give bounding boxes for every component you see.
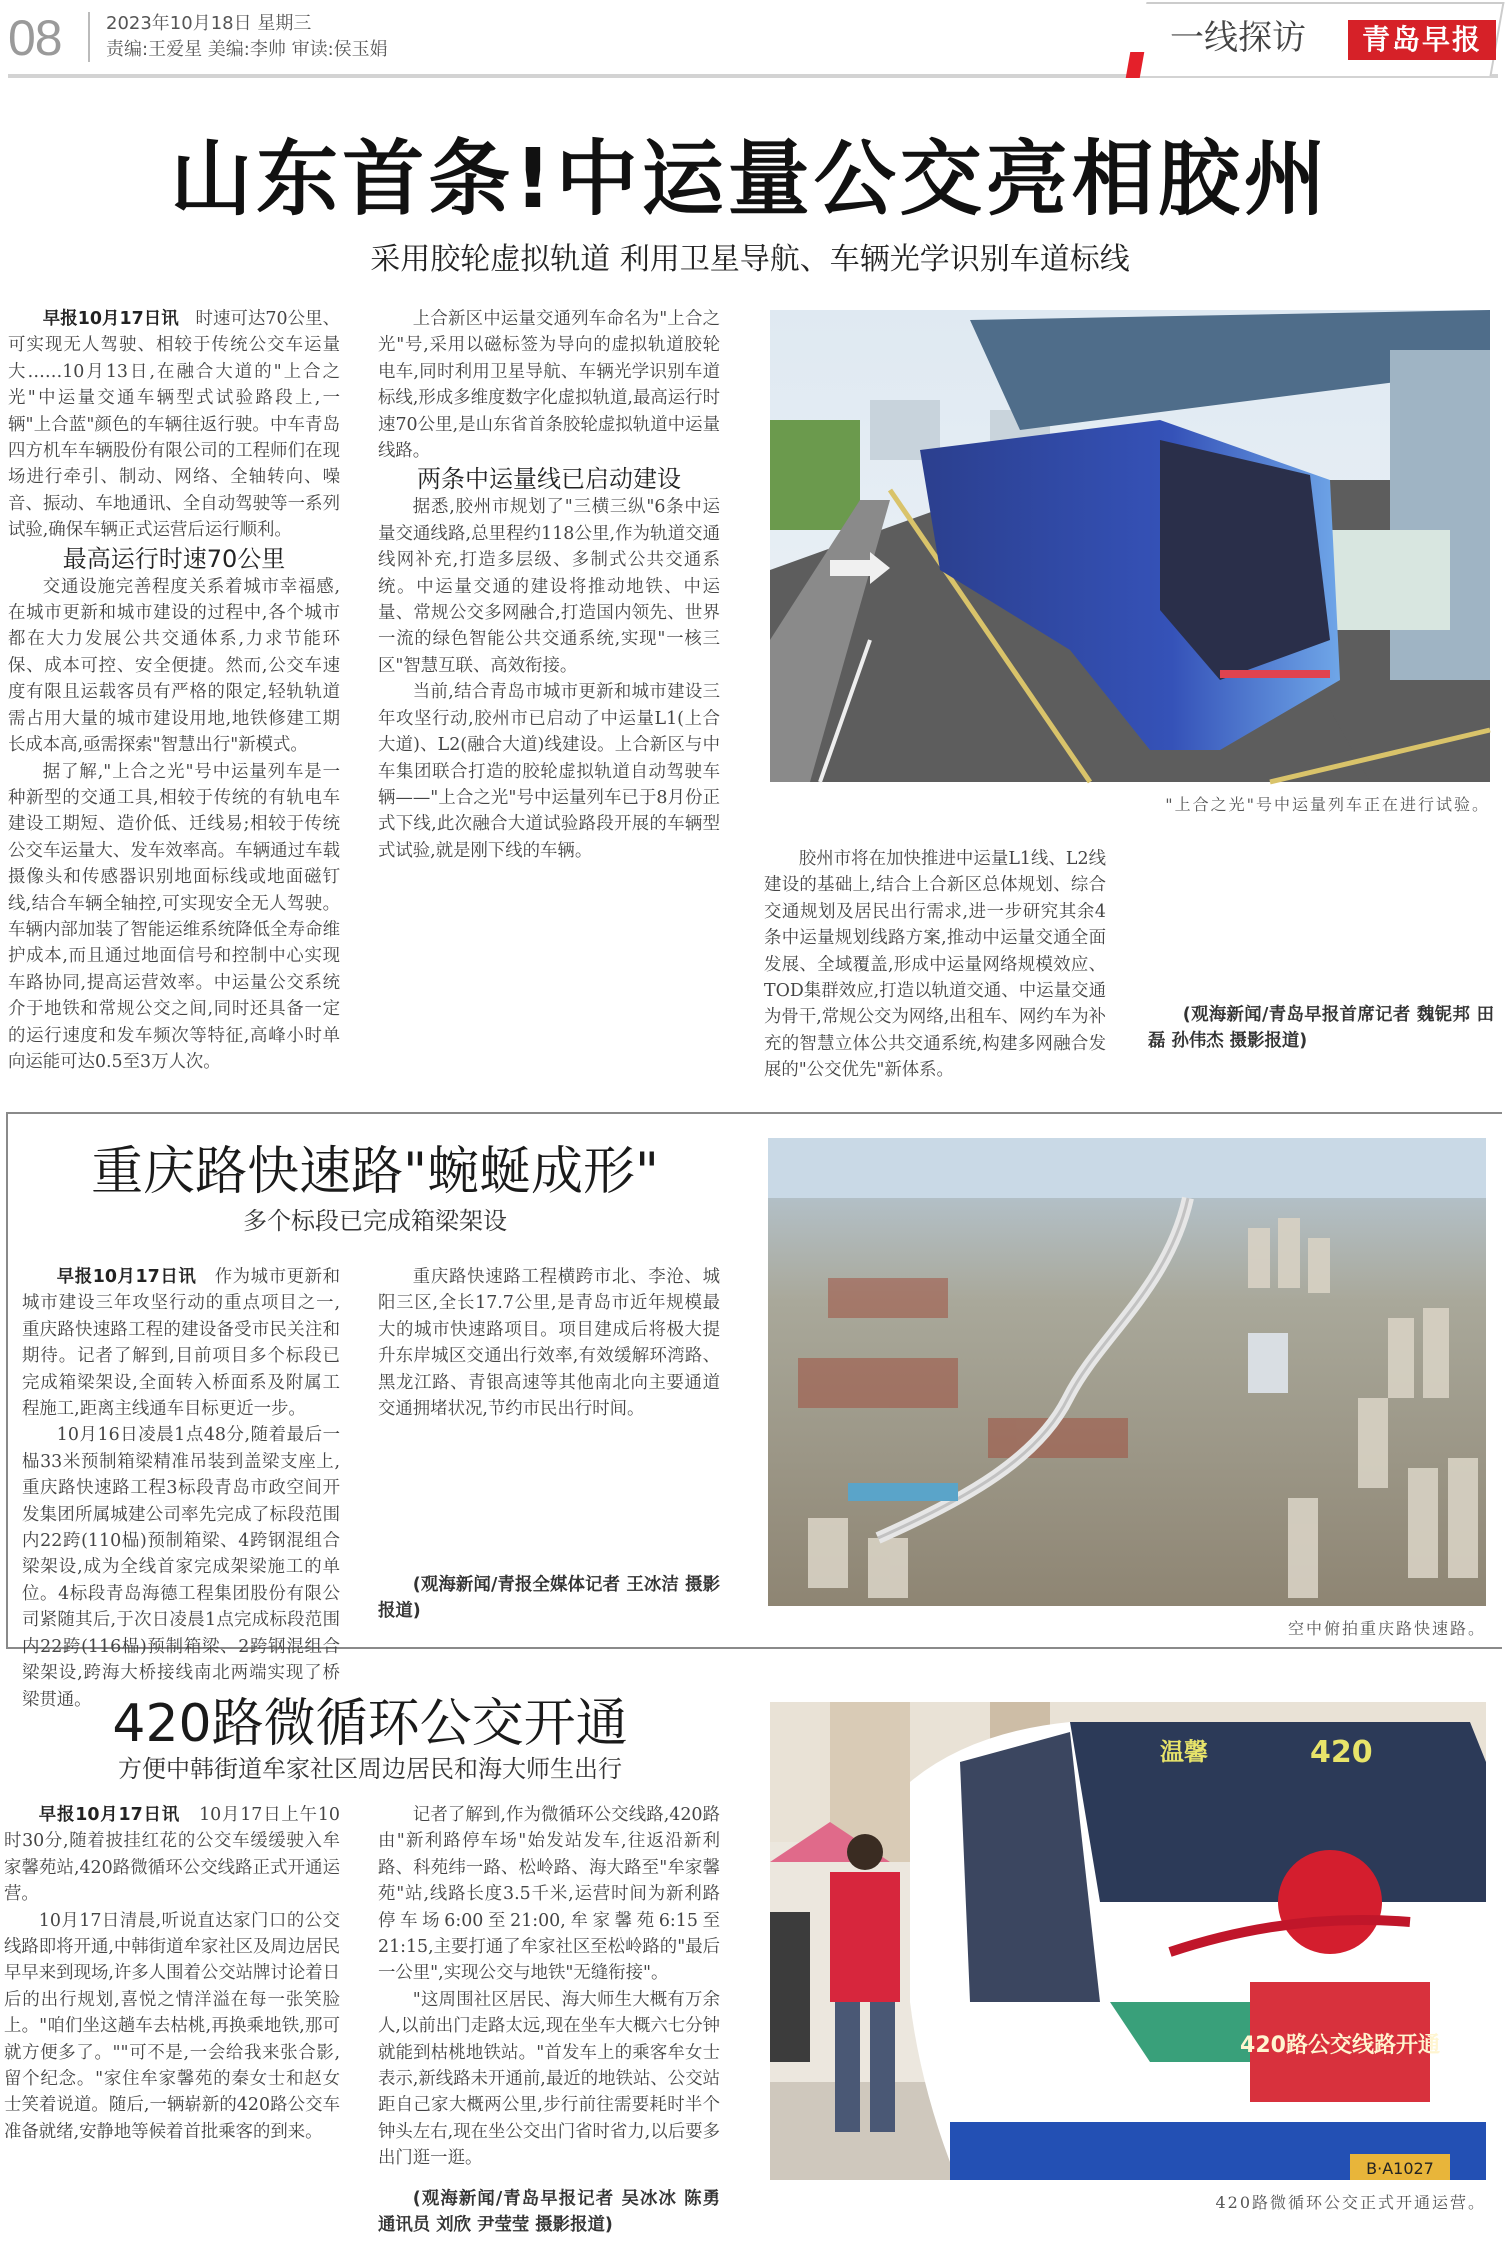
- article1-p4: 上合新区中运量交通列车命名为"上合之光"号,采用以磁标签为导向的虚拟轨道胶轮电车,同时利用卫星导航、车辆光学识别车道标线,形成多维度数字化虚拟轨道,最高运行时速70公里,是山东省首条胶轮虚拟轨道中运量线路。: [378, 309, 720, 462]
- editor-credits: 责编:王爱星 美编:李帅 审读:侯玉娟: [106, 39, 388, 60]
- bus-photo-caption: 420路微循环公交正式开通运营。: [1215, 2193, 1486, 2212]
- article2-column-2: [378, 1264, 720, 1632]
- article1-dateline: 早报10月17日讯: [42, 309, 179, 329]
- article3-subheadline: 方便中韩街道牟家社区周边居民和海大师生出行: [118, 1755, 622, 1783]
- article1-headline: 山东首条!中运量公交亮相胶州: [170, 132, 1330, 227]
- article3-byline: (观海新闻/青岛早报记者 吴冰冰 陈勇 通讯员 刘欣 尹莹莹 摄影报道): [378, 2189, 720, 2236]
- banner-text: 420路公交线路开通: [1240, 2033, 1440, 2058]
- bus-route-number: 420: [1310, 1735, 1373, 1770]
- article3-p1: 10月17日上午10时30分,随着披挂红花的公交车缓缓驶入牟家馨苑站,420路微循环公交线路正式开通运营。: [4, 1805, 340, 1905]
- article3-column-2: [378, 1802, 720, 2242]
- bus-sign-left: 温馨: [1160, 1738, 1208, 1766]
- article2-dateline: 早报10月17日讯: [56, 1267, 197, 1287]
- article2-p3: 重庆路快速路工程横跨市北、李沧、城阳三区,全长17.7公里,是青岛市近年规模最大的城市快速路项目。项目建成后将极大提升东岸城区交通出行效率,有效缓解环湾路、黑龙江路、青银高速等其他南北向主要通道交通拥堵状况,节约市民出行时间。: [378, 1267, 720, 1420]
- article2-p2: 10月16日凌晨1点48分,随着最后一榀33米预制箱梁精准吊装到盖梁支座上,重庆路快速路工程3标段青岛市政空间开发集团所属城建公司率先完成了标段范围内22跨(110榀)预制箱梁、4跨钢混组合梁架设,成为全线首家完成架梁施工的单位。4标段青岛海德工程集团股份有限公司紧随其后,于次日凌晨1点完成标段范围内22跨(116榀)预制箱梁、2跨钢混组合梁架设,跨海大桥接线南北两端实现了桥梁贯通。: [22, 1425, 340, 1710]
- tram-illustration: [770, 310, 1490, 782]
- tram-photo-caption: "上合之光"号中运量列车正在进行试验。: [1165, 795, 1490, 814]
- expressway-photo-caption: 空中俯拍重庆路快速路。: [1287, 1619, 1486, 1638]
- article1-p5: 据悉,胶州市规划了"三横三纵"6条中运量交通线路,总里程约118公里,作为轨道交通线网补充,打造多层级、多制式公共交通系统。中运量交通的建设将推动地铁、中运量、常规公交多网融合,打造国内领先、世界一流的绿色智能公共交通系统,实现"一核三区"智慧互联、高效衔接。: [378, 497, 720, 676]
- page-number: 08: [8, 10, 62, 66]
- license-plate: B·A1027: [1366, 2159, 1434, 2178]
- article3-dateline: 早报10月17日讯: [38, 1805, 180, 1825]
- article2-column-1: [22, 1264, 340, 1710]
- article3-p4: "这周围社区居民、海大师生大概有万余人,以前出门走路太远,现在坐车大概六七分钟就能到枯桃地铁站。"首发车上的乘客牟女士表示,新线路未开通前,最近的地铁站、公交站距自己家大概两公里,步行前往需要耗时半个钟头左右,现在坐公交出门省时省力,以后要多出门逛一逛。: [378, 1989, 720, 2169]
- bus-launch-photo: [770, 1702, 1486, 2180]
- tram-photo: [770, 310, 1490, 782]
- article2-headline: 重庆路快速路"蜿蜒成形": [91, 1142, 659, 1202]
- article1-paragraph: [8, 306, 340, 544]
- article1-byline: (观海新闻/青岛早报首席记者 魏铌邦 田磊 孙伟杰 摄影报道): [1148, 1005, 1494, 1052]
- article1-subheadline: 采用胶轮虚拟轨道 利用卫星导航、车辆光学识别车道标线: [370, 242, 1130, 277]
- section-label: 一线探访: [1170, 18, 1306, 58]
- city-aerial-illustration: [768, 1138, 1486, 1606]
- article1-p7: 胶州市将在加快推进中运量L1线、L2线建设的基础上,结合上合新区总体规划、综合交通规划及居民出行需求,进一步研究其余4条中运量规划线路方案,推动中运量交通全面发展、全域覆盖,形成中运量网络规模效应、TOD集群效应,打造以轨道交通、中运量交通为骨干,常规公交为网络,出租车、网约车为补充的智慧立体公共交通系统,构建多网融合发展的"公交优先"新体系。: [764, 849, 1106, 1081]
- expressway-aerial-photo: [768, 1138, 1486, 1606]
- article1-p2: 交通设施完善程度关系着城市幸福感,在城市更新和城市建设的过程中,各个城市都在大力发展公共交通体系,力求节能环保、成本可控、安全便捷。然而,公交车速度有限且运载客员有严格的限定,轻轨轨道需占用大量的城市建设用地,地铁修建工期长成本高,亟需探索"智慧出行"新模式。: [8, 576, 340, 756]
- header-divider: [88, 12, 90, 62]
- article1-subhead-2: 两条中运量线已启动建设: [417, 465, 681, 494]
- article2-subheadline: 多个标段已完成箱梁架设: [243, 1207, 507, 1235]
- article1-column-1: [8, 306, 340, 1072]
- article3-paragraph: [4, 1802, 340, 1908]
- article2-paragraph: [22, 1264, 340, 1422]
- article1-p1: 时速可达70公里、可实现无人驾驶、相较于传统公交车运量大……10月13日,在融合大道的"上合之光"中运量交通车辆型式试验路段上,一辆"上合蓝"颜色的车辆往返行驶。中车青岛四方机车车辆股份有限公司的工程师们在现场进行牵引、制动、网络、全轴转向、噪音、振动、车地通讯、全自动驾驶等一系列试验,确保车辆正式运营后运行顺利。: [8, 309, 340, 541]
- newspaper-logo: 青岛早报: [1348, 20, 1496, 60]
- article3-p3: 记者了解到,作为微循环公交线路,420路由"新利路停车场"始发站发车,往返沿新利路、科苑纬一路、松岭路、海大路至"牟家馨苑"站,线路长度3.5千米,运营时间为新利路停车场6:00至21:00,牟家馨苑6:15至21:15,主要打通了牟家社区至松岭路的"最后一公里",实现公交与地铁"无缝衔接"。: [378, 1805, 720, 1984]
- bus-illustration: [770, 1702, 1486, 2180]
- article1-column-3: [764, 846, 1106, 1081]
- article1-p6: 当前,结合青岛市城市更新和城市建设三年攻坚行动,胶州市已启动了中运量L1(上合大道)、L2(融合大道)线建设。上合新区与中车集团联合打造的胶轮虚拟轨道自动驾驶车辆——"上合之光"号中运量列车已于8月份正式下线,此次融合大道试验路段开展的车辆型式试验,就是刚下线的车辆。: [378, 682, 720, 861]
- article2-byline: (观海新闻/青报全媒体记者 王冰洁 摄影报道): [378, 1575, 720, 1622]
- article3-headline: 420路微循环公交开通: [112, 1694, 628, 1754]
- article1-p3: 据了解,"上合之光"号中运量列车是一种新型的交通工具,相较于传统的有轨电车建设工期短、造价低、迁线易;相较于传统公交车运量大、发车效率高。车辆通过车载摄像头和传感器识别地面标线或地面磁钉线,结合车辆全轴控,可实现安全无人驾驶。车辆内部加装了智能运维系统降低全寿命维护成本,而且通过地面信号和控制中心实现车路协同,提高运营效率。中运量公交系统介于地铁和常规公交之间,同时还具备一定的运行速度和发车频次等特征,高峰小时单向运能可达0.5至3万人次。: [8, 761, 340, 1072]
- article3-p2: 10月17日清晨,听说直达家门口的公交线路即将开通,中韩街道牟家社区及周边居民早早来到现场,许多人围着公交站牌讨论着日后的出行规划,喜悦之情洋溢在每一张笑脸上。"咱们坐这趟车去枯桃,再换乘地铁,那可就方便多了。""可不是,一会给我来张合影,留个纪念。"家住牟家馨苑的秦女士和赵女士笑着说道。随后,一辆崭新的420路公交车准备就绪,安静地等候着首批乘客的到来。: [4, 1910, 340, 2142]
- article2-p1: 作为城市更新和城市建设三年攻坚行动的重点项目之一,重庆路快速路工程的建设备受市民关注和期待。记者了解到,目前项目多个标段已完成箱梁架设,全面转入桥面系及附属工程施工,距离主线通车目标更近一步。: [22, 1267, 340, 1420]
- article3-column-1: [4, 1802, 340, 2242]
- article1-column-2: [378, 306, 720, 1056]
- article1-column-4: [1148, 846, 1494, 1056]
- issue-date: 2023年10月18日 星期三: [106, 13, 312, 34]
- article1-subhead-1: 最高运行时速70公里: [62, 544, 286, 573]
